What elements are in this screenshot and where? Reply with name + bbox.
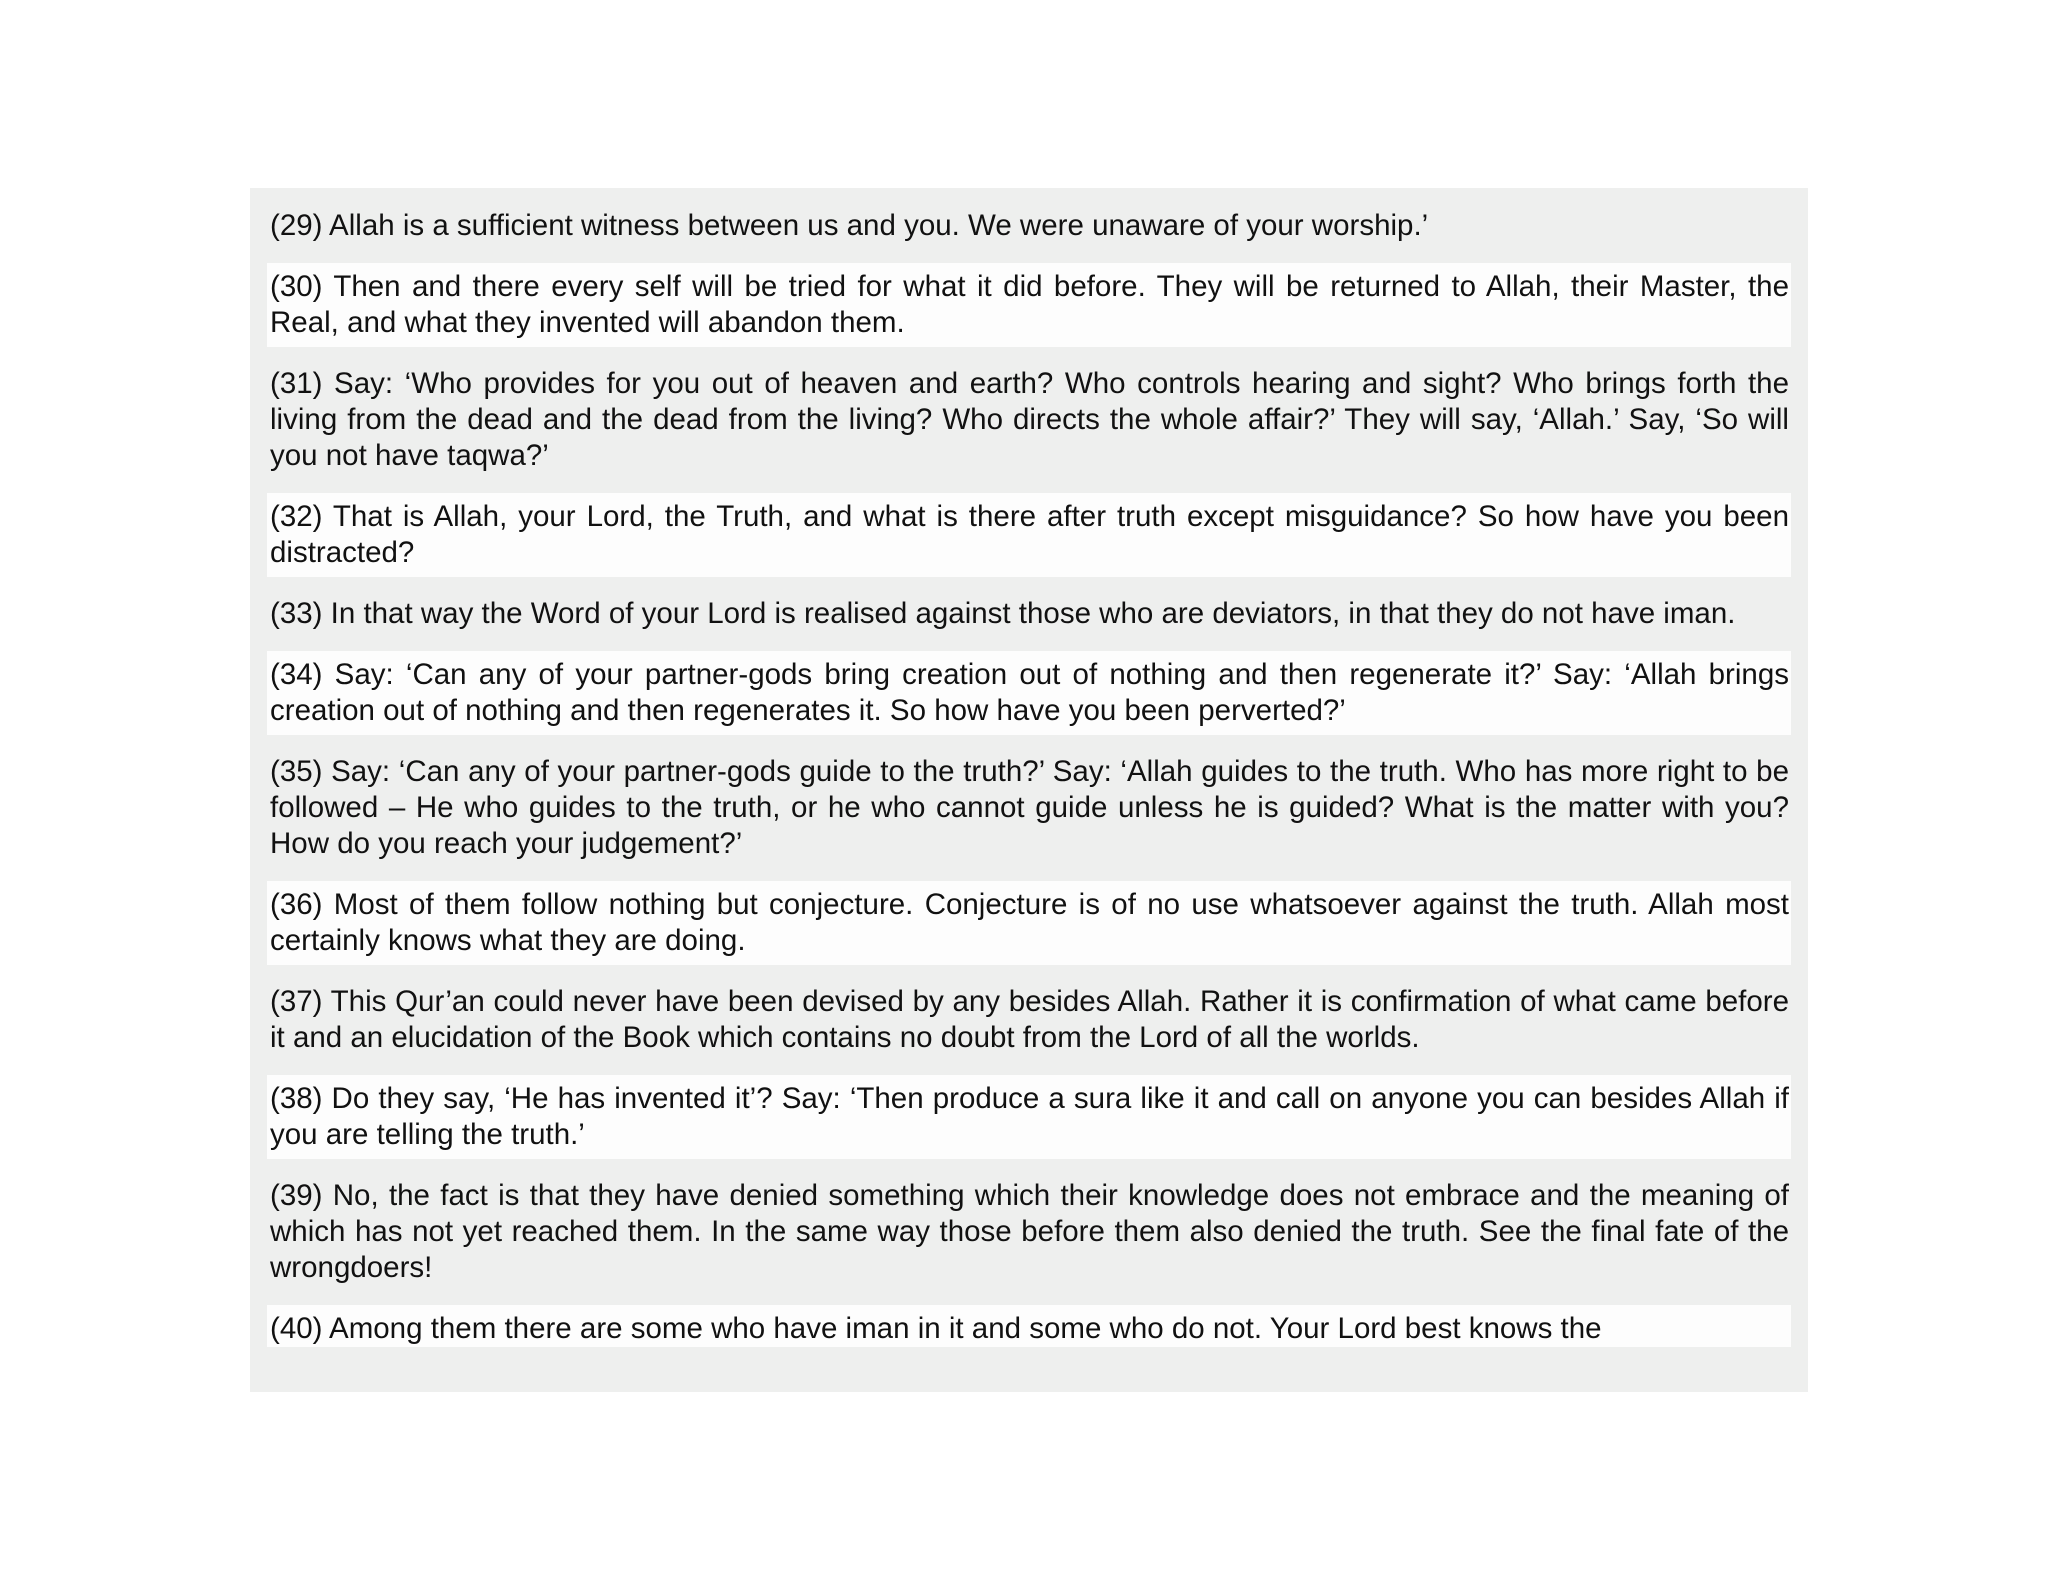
text-panel <box>250 188 1808 1392</box>
verse-40: (40) Among them there are some who have iman in it and some who do not. Your Lord best knows the <box>267 1305 1791 1347</box>
verse-37: (37) This Qur’an could never have been devised by any besides Allah. Rather it is confirmation of what came before it and an elucidation of the Book which contains no doubt from the Lord of all the worlds. <box>267 978 1791 1062</box>
verse-31: (31) Say: ‘Who provides for you out of heaven and earth? Who controls hearing and sight? Who brings forth the living from the dead and the dead from the living? Who directs the whole affair?’ They will say, ‘Allah.’ Say, ‘So will you not have taqwa?’ <box>267 360 1791 480</box>
verse-30: (30) Then and there every self will be tried for what it did before. They will be returned to Allah, their Master, the Real, and what they invented will abandon them. <box>267 263 1791 347</box>
verse-29: (29) Allah is a sufficient witness between us and you. We were unaware of your worship.’ <box>267 202 1791 250</box>
verse-39: (39) No, the fact is that they have denied something which their knowledge does not embrace and the meaning of which has not yet reached them. In the same way those before them also denied the truth. See the final fate of the wrongdoers! <box>267 1172 1791 1292</box>
verse-36: (36) Most of them follow nothing but conjecture. Conjecture is of no use whatsoever against the truth. Allah most certainly knows what they are doing. <box>267 881 1791 965</box>
verse-32: (32) That is Allah, your Lord, the Truth, and what is there after truth except misguidance? So how have you been distracted? <box>267 493 1791 577</box>
verse-34: (34) Say: ‘Can any of your partner-gods bring creation out of nothing and then regenerate it?’ Say: ‘Allah brings creation out of nothing and then regenerates it. So how have you been perverted?’ <box>267 651 1791 735</box>
verse-35: (35) Say: ‘Can any of your partner-gods guide to the truth?’ Say: ‘Allah guides to the truth. Who has more right to be followed – He who guides to the truth, or he who cannot guide unless he is guided? What is the matter with you? How do you reach your judgement?’ <box>267 748 1791 868</box>
verse-38: (38) Do they say, ‘He has invented it’? Say: ‘Then produce a sura like it and call on anyone you can besides Allah if you are telling the truth.’ <box>267 1075 1791 1159</box>
verse-33: (33) In that way the Word of your Lord is realised against those who are deviators, in that they do not have iman. <box>267 590 1791 638</box>
